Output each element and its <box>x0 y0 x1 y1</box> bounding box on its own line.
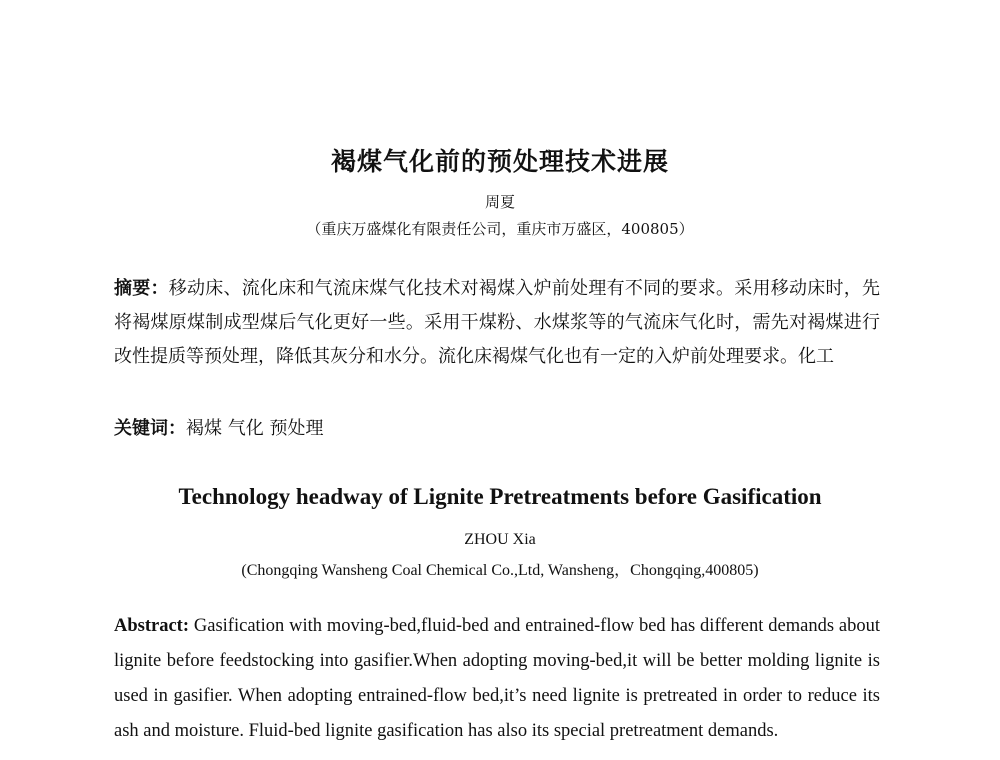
chinese-keywords-label: 关键词： <box>114 418 186 439</box>
chinese-abstract <box>114 272 880 374</box>
english-abstract <box>114 609 880 749</box>
english-abstract-label: Abstract: <box>114 616 190 636</box>
chinese-abstract-label: 摘要： <box>114 278 169 299</box>
chinese-keywords-text: 褐煤 气化 预处理 <box>186 418 324 439</box>
chinese-title: 褐煤气化前的预处理技术进展 <box>330 147 669 176</box>
chinese-keywords <box>114 412 880 446</box>
english-abstract-text: Gasification with moving-bed,fluid-bed and entrained-flow bed has different demands about lignite before feedstocking into gasifier.When adopting moving-bed,it will be better molding lignite is used in gasifier. When adopting entrained-flow bed,it’s need lignite is pretreated in order to reduce its ash and moisture. Fluid-bed lignite gasification has also its special pretreatment demands. <box>114 616 881 741</box>
chinese-abstract-text: 移动床、流化床和气流床煤气化技术对褐煤入炉前处理有不同的要求。采用移动床时，先将褐煤原煤制成型煤后气化更好一些。采用干煤粉、水煤浆等的气流床气化时，需先对褐煤进行改性提质等预处理，降低其灰分和水分。流化床褐煤气化也有一定的入炉前处理要求。化工 <box>114 278 880 367</box>
english-author: ZHOU Xia <box>464 531 536 548</box>
chinese-author: 周夏 <box>484 193 515 211</box>
english-affiliation: (Chongqing Wansheng Coal Chemical Co.,Ltd, Wansheng，Chongqing,400805) <box>241 562 759 579</box>
chinese-affiliation: （重庆万盛煤化有限责任公司，重庆市万盛区，400805） <box>306 220 694 238</box>
english-title: Technology headway of Lignite Pretreatments before Gasification <box>178 484 822 509</box>
